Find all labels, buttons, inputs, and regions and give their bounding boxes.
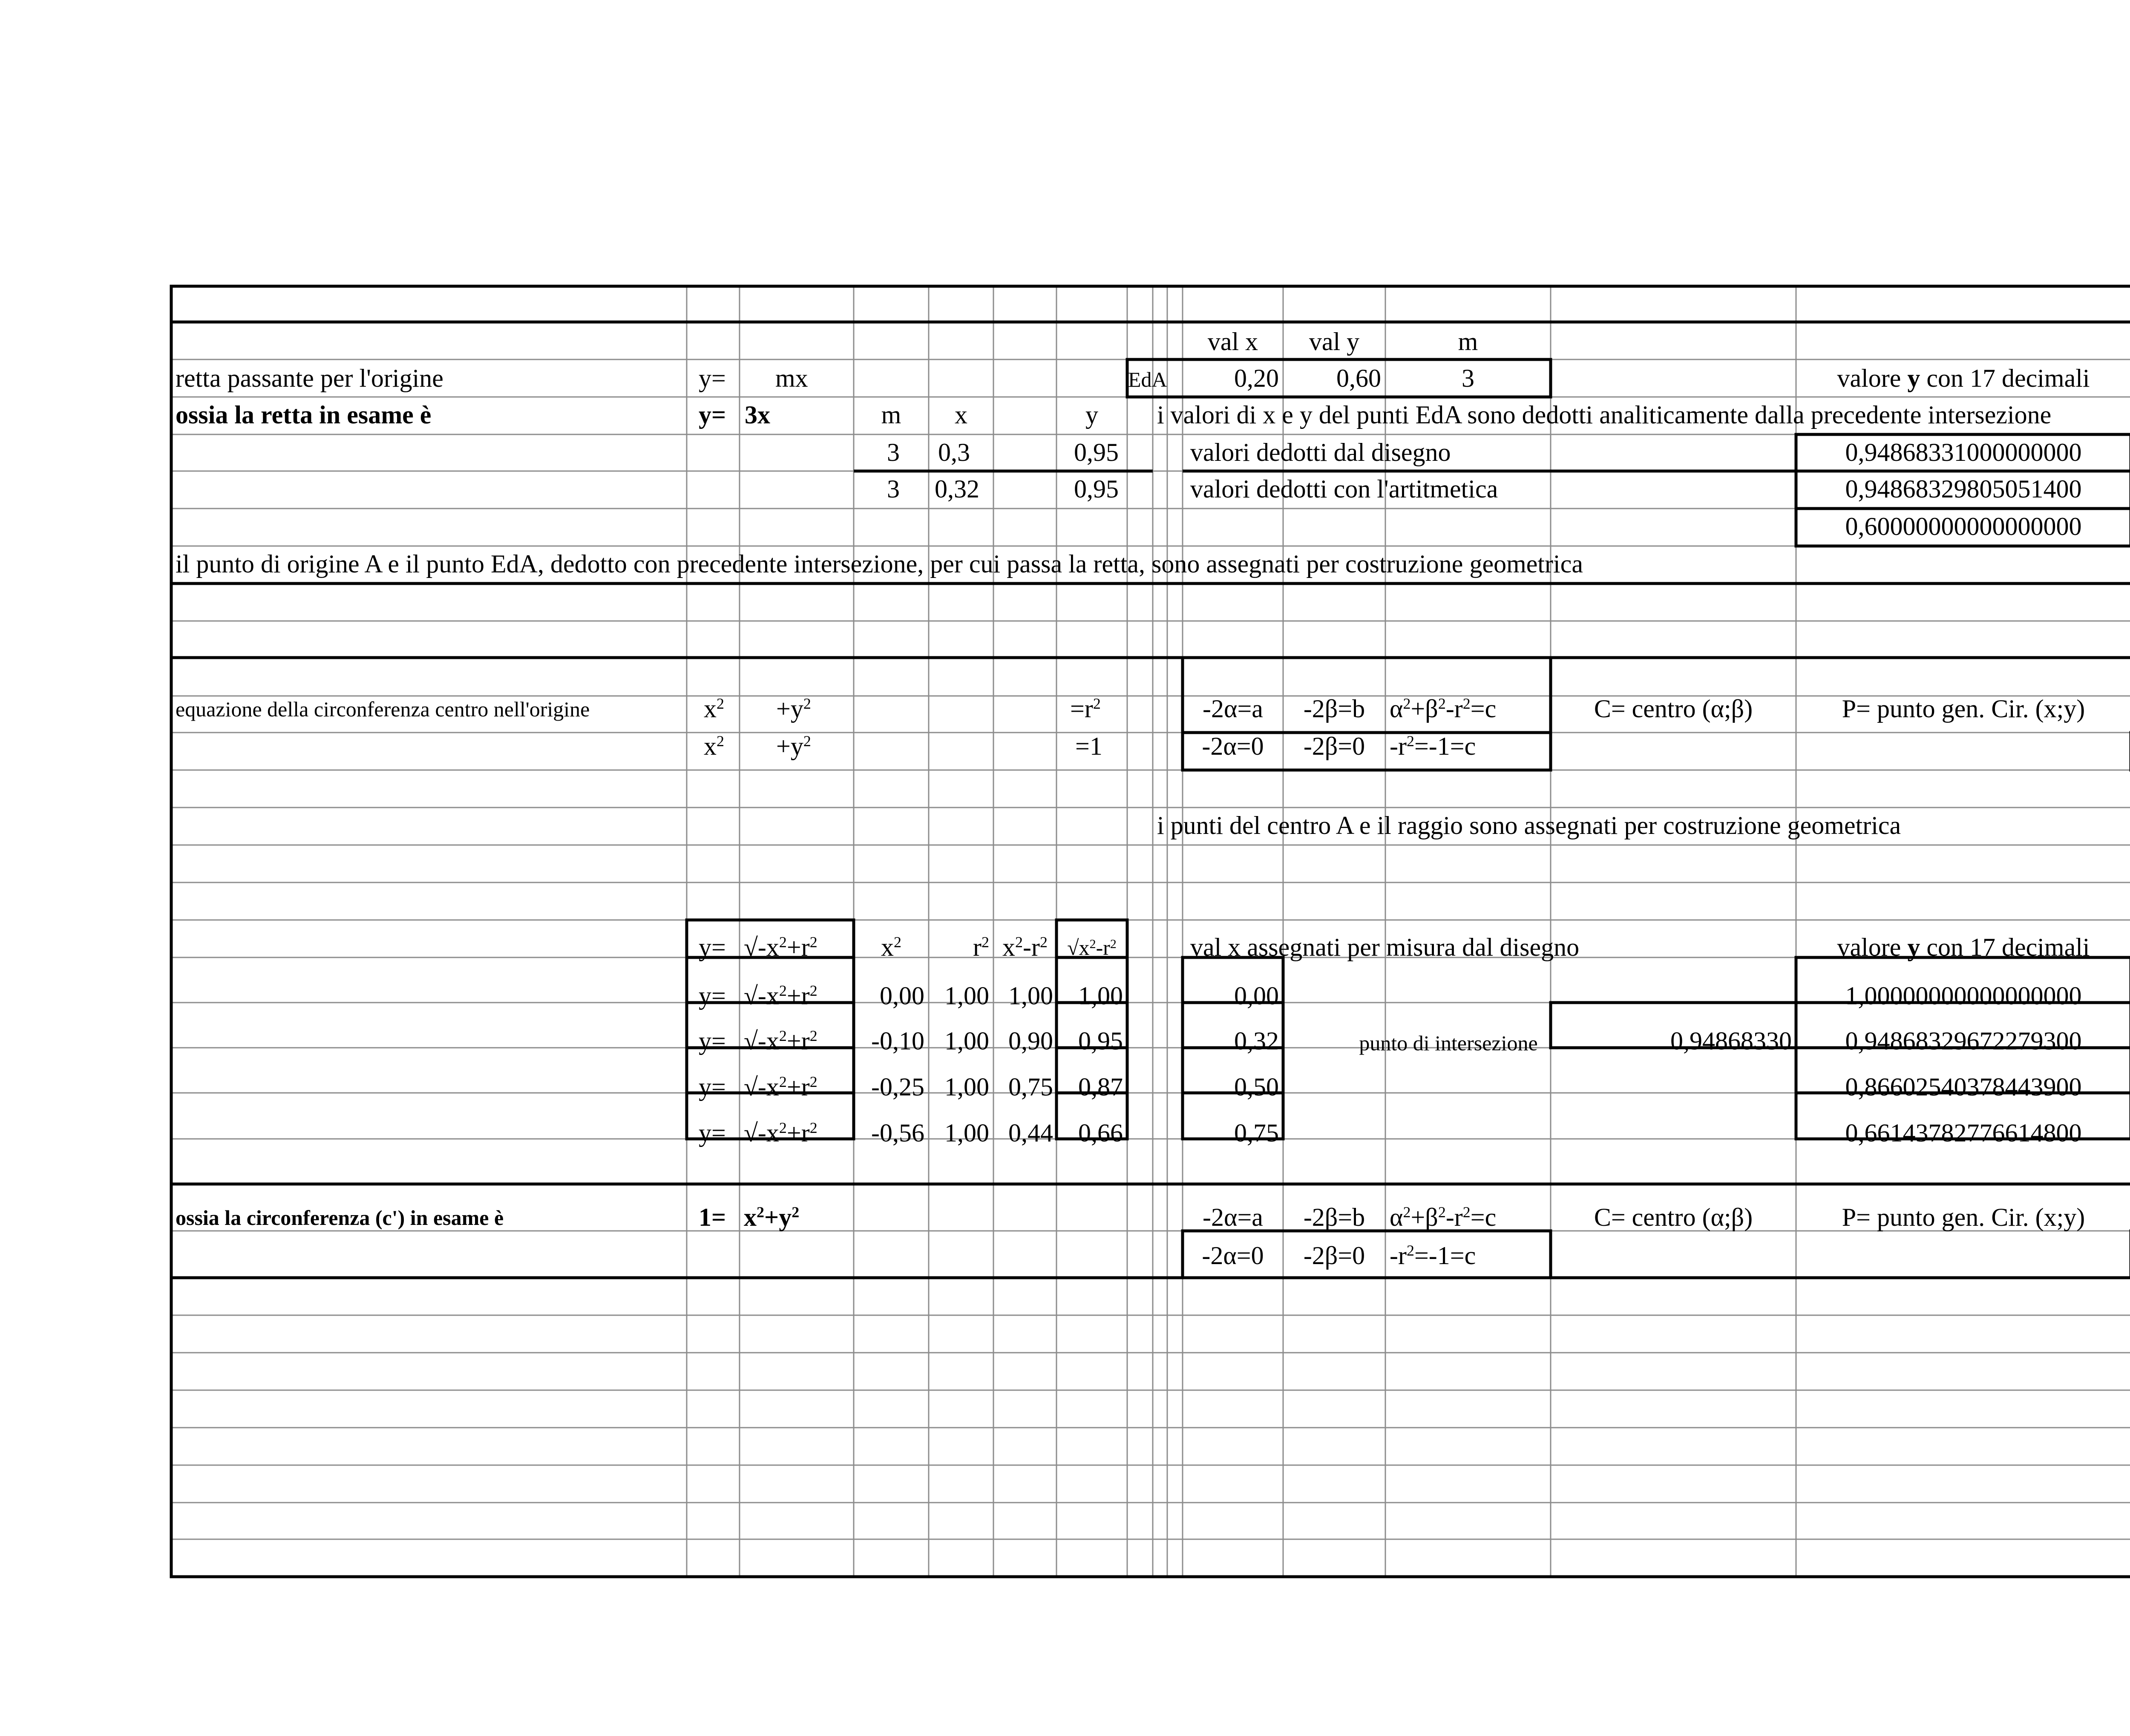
- header-val-x: val x: [1207, 328, 1258, 356]
- row-valx: 0,75: [1234, 1119, 1279, 1147]
- row-x2: -0,10: [871, 1027, 924, 1055]
- header-m: m: [1458, 328, 1478, 356]
- sec4-header-c: $\alpha^2+\beta^2-r^2=c$: [1390, 1203, 1497, 1231]
- header-x-small: x: [955, 401, 967, 429]
- circle-x2: $x^2$: [704, 695, 724, 723]
- row-diff: 0,90: [1008, 1027, 1053, 1055]
- sec4-header-punto: P= punto gen. Cir. (x;y): [1842, 1203, 2085, 1231]
- row4-y: 0,95: [1074, 475, 1119, 503]
- circle-eq-1: =1: [1075, 732, 1102, 760]
- sec4-value-2alpha: -2α=0: [1202, 1242, 1264, 1270]
- row-valx: 0,50: [1234, 1073, 1279, 1101]
- row3-x: 0,3: [938, 438, 970, 466]
- row-x2: 0,00: [880, 982, 924, 1010]
- row4-note: valori dedotti con l'artitmetica: [1190, 475, 1498, 503]
- eda-label: EdA: [1128, 368, 1167, 391]
- row-eq-formula: $√-x^2+r^2$: [744, 1073, 817, 1101]
- sec3-header-x2r2: $x^2-r^2$: [1002, 933, 1048, 961]
- row-r2: 1,00: [944, 1027, 989, 1055]
- row4-m: 3: [887, 475, 900, 503]
- header-2alpha: -2α=a: [1203, 695, 1263, 723]
- row-sqrt: 1,00: [1078, 982, 1123, 1010]
- row-diff: 0,75: [1008, 1073, 1053, 1101]
- sec3-header-valore: valore y con 17 decimali: [1837, 933, 2090, 961]
- sec4-value-c: $-r^2=-1=c$: [1390, 1242, 1476, 1270]
- row-line-y: y=: [699, 364, 726, 392]
- row-diff: 0,44: [1008, 1119, 1053, 1147]
- row3-y: 0,95: [1074, 438, 1119, 466]
- row-x2: -0,56: [871, 1119, 924, 1147]
- value-2alpha: -2α=0: [1202, 732, 1264, 760]
- header-alpha-beta-c: $\alpha^2+\beta^2-r^2=c$: [1390, 695, 1497, 723]
- row-eq-y: y=: [699, 1119, 726, 1147]
- sec4-value-2beta: -2β=0: [1303, 1242, 1365, 1270]
- sec3-header-valx: val x assegnati per misura dal disegno: [1190, 933, 1580, 961]
- row-line-label: retta passante per l'origine: [176, 364, 443, 392]
- center-note: i punti del centro A e il raggio sono assegnati per costruzione geometrica: [1157, 811, 1901, 839]
- header-y-small: y: [1085, 401, 1098, 429]
- header-centro: C= centro (α;β): [1594, 695, 1753, 723]
- row5-value: 0,60000000000000000: [1845, 512, 2082, 540]
- circle-y2-b: $+y^2$: [776, 732, 811, 760]
- header-m-small: m: [881, 401, 901, 429]
- row-retta-label: ossia la retta in esame è: [176, 401, 432, 429]
- row-retta-y: y=: [699, 401, 726, 429]
- sec4-header-centro: C= centro (α;β): [1594, 1203, 1753, 1231]
- header-2beta: -2β=b: [1303, 695, 1365, 723]
- row-valore: 1,00000000000000000: [1845, 982, 2082, 1010]
- header-val-y: val y: [1309, 328, 1360, 356]
- row-valx: 0,32: [1234, 1027, 1279, 1055]
- analytic-note: i valori di x e y del punti EdA sono dedotti analiticamente dalla precedente intersezione: [1157, 401, 2052, 429]
- row-retta-3x: 3x: [745, 401, 770, 429]
- row-r2: 1,00: [944, 982, 989, 1010]
- sec3-header-sqrt: $√x^2-r^2$: [1067, 936, 1117, 960]
- circle-equation-label: equazione della circonferenza centro nell'origine: [176, 697, 590, 721]
- row-sqrt: 0,95: [1078, 1027, 1123, 1055]
- row-eq-y: y=: [699, 982, 726, 1010]
- row3-m: 3: [887, 438, 900, 466]
- intersection-label: punto di intersezione: [1359, 1031, 1538, 1055]
- sec4-eq-1: 1=: [699, 1203, 726, 1231]
- sec4-eq-xy: $x^2+y^2$: [744, 1203, 800, 1231]
- sec4-label: ossia la circonferenza (c') in esame è: [176, 1206, 504, 1230]
- row-valore: 0,66143782776614800: [1845, 1119, 2082, 1147]
- intersection-value: 0,94868330: [1670, 1027, 1792, 1055]
- row-sqrt: 0,66: [1078, 1119, 1123, 1147]
- eda-m-value: 3: [1462, 364, 1474, 392]
- circle-r2: $=r^2$: [1070, 695, 1101, 723]
- row-line-mx: mx: [775, 364, 808, 392]
- row-sqrt: 0,87: [1078, 1073, 1123, 1101]
- eda-x-value: 0,20: [1234, 364, 1279, 392]
- row-eq-y: y=: [699, 1073, 726, 1101]
- row-x2: -0,25: [871, 1073, 924, 1101]
- row-eq-formula: $√-x^2+r^2$: [744, 982, 817, 1010]
- row-r2: 1,00: [944, 1073, 989, 1101]
- sec4-header-2alpha: -2α=a: [1203, 1203, 1263, 1231]
- row4-value: 0,94868329805051400: [1845, 475, 2082, 503]
- row3-note: valori dedotti dal disegno: [1190, 438, 1451, 466]
- origin-note: il punto di origine A e il punto EdA, dedotto con precedente intersezione, per cui passa la retta, sono assegnati per costruzione geometrica: [176, 550, 1583, 578]
- row-r2: 1,00: [944, 1119, 989, 1147]
- row-valx: 0,00: [1234, 982, 1279, 1010]
- sec4-header-2beta: -2β=b: [1303, 1203, 1365, 1231]
- row-valore: 0,86602540378443900: [1845, 1073, 2082, 1101]
- header-punto: P= punto gen. Cir. (x;y): [1842, 695, 2085, 723]
- sec3-header-r2: $r^2$: [973, 933, 989, 961]
- valore-header-1: valore y con 17 decimali: [1837, 364, 2090, 392]
- row3-value: 0,94868331000000000: [1845, 438, 2082, 466]
- row-eq-formula: $√-x^2+r^2$: [744, 1119, 817, 1147]
- row-valore: 0,94868329672279300: [1845, 1027, 2082, 1055]
- circle-x2-b: $x^2$: [704, 732, 724, 760]
- sec3-header-y: y=: [699, 933, 726, 961]
- row-eq-formula: $√-x^2+r^2$: [744, 1027, 817, 1055]
- value-2beta: -2β=0: [1303, 732, 1365, 760]
- eda-y-value: 0,60: [1336, 364, 1381, 392]
- circle-y2: $+y^2$: [776, 695, 811, 723]
- sec3-header-x2: $x^2$: [881, 933, 901, 961]
- row-eq-y: y=: [699, 1027, 726, 1055]
- row4-x: 0,32: [935, 475, 979, 503]
- sec3-header-formula: $√-x^2+r^2$: [744, 933, 817, 961]
- row-diff: 1,00: [1008, 982, 1053, 1010]
- value-c: $-r^2=-1=c$: [1390, 732, 1476, 760]
